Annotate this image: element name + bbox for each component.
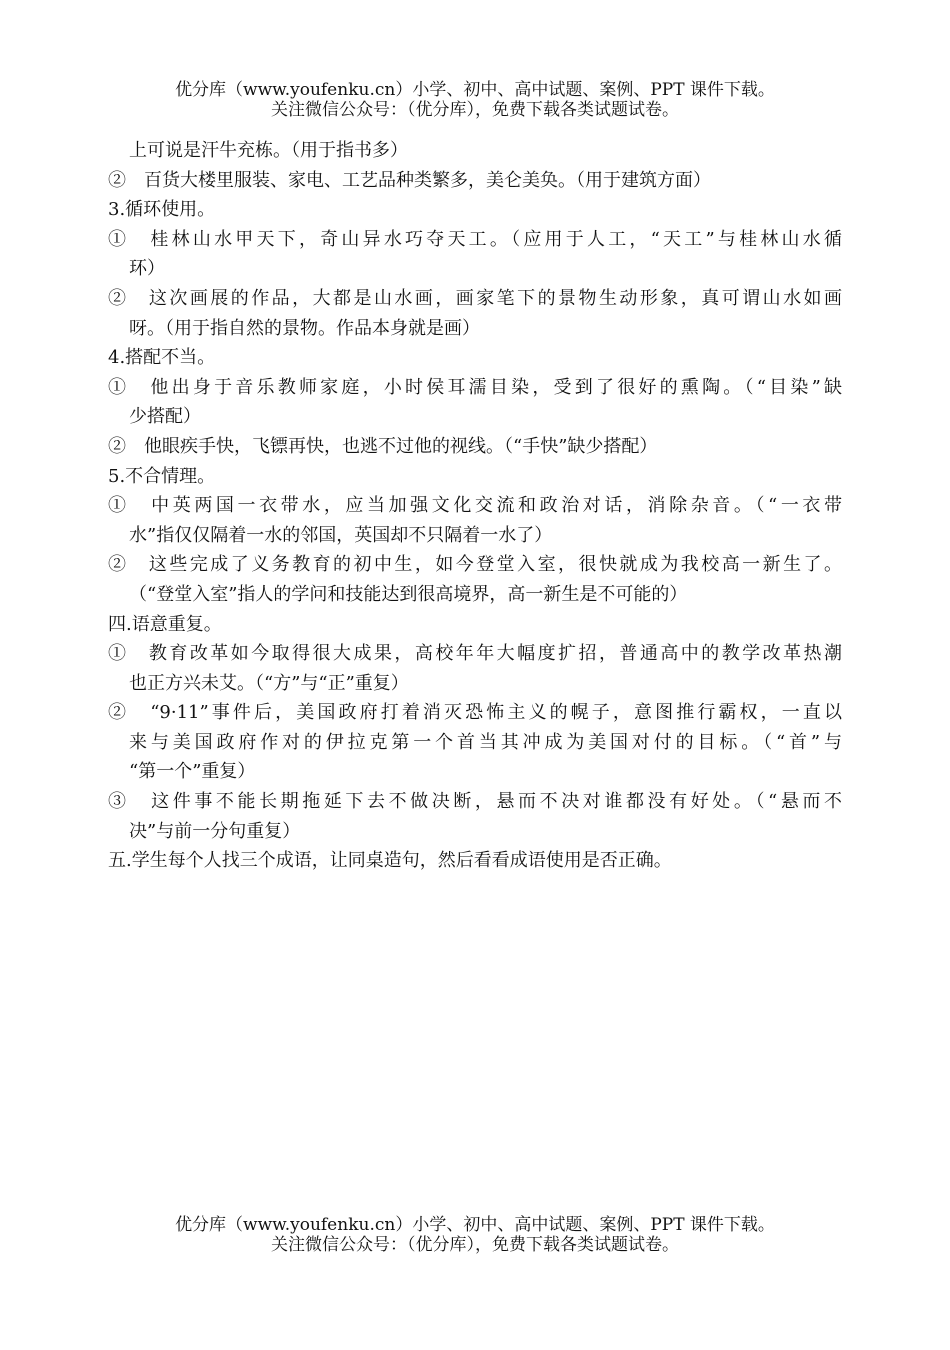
text-line: （“登堂入室”指人的学问和技能达到很高境界，高一新生是不可能的）: [129, 583, 688, 605]
text-line: ① 桂林山水甲天下，奇山异水巧夺天工。（应用于人工，“天工”与桂林山水循: [108, 228, 842, 250]
text-line: ① 他出身于音乐教师家庭，小时侯耳濡目染，受到了很好的熏陶。（“目染”缺: [108, 376, 842, 398]
text-line: ② 百货大楼里服装、家电、工艺品种类繁多，美仑美奂。（用于建筑方面）: [108, 169, 711, 191]
page-footer: [0, 1215, 950, 1255]
section-heading: 4.搭配不当。: [108, 347, 216, 369]
text-line: ② 这些完成了义务教育的初中生，如今登堂入室，很快就成为我校高一新生了。: [108, 554, 842, 576]
page-header: [0, 80, 950, 120]
document-body: [108, 136, 842, 876]
text-line: ② 他眼疾手快，飞镖再快，也逃不过他的视线。（“手快”缺少搭配）: [108, 435, 658, 457]
header-line-1: 优分库（www.youfenku.cn）小学、初中、高中试题、案例、PPT 课件下载。: [175, 80, 775, 100]
section-heading: 四.语意重复。: [108, 613, 222, 635]
text-line: “第一个”重复）: [129, 761, 256, 783]
text-line: ① 中英两国一衣带水，应当加强文化交流和政治对话，消除杂音。（“一衣带: [108, 495, 842, 517]
text-line: 呀。（用于指自然的景物。作品本身就是画）: [129, 317, 480, 339]
footer-line-1: 优分库（www.youfenku.cn）小学、初中、高中试题、案例、PPT 课件下载。: [175, 1215, 775, 1235]
text-line: 也正方兴未艾。（“方”与“正”重复）: [129, 672, 409, 694]
header-line-2: 关注微信公众号：（优分库），免费下载各类试题试卷。: [271, 100, 679, 120]
text-line: 环）: [129, 258, 165, 280]
text-line: ② 这次画展的作品，大都是山水画，画家笔下的景物生动形象，真可谓山水如画: [108, 287, 842, 309]
section-heading: 5.不合情理。: [108, 465, 216, 487]
text-line: ② “9·11”事件后，美国政府打着消灭恐怖主义的幌子，意图推行霸权，一直以: [108, 702, 842, 724]
text-line: ③ 这件事不能长期拖延下去不做决断，悬而不决对谁都没有好处。（“悬而不: [108, 791, 842, 813]
text-line: 少搭配）: [129, 406, 201, 428]
text-line: 决”与前一分句重复）: [129, 820, 301, 842]
text-line: ① 教育改革如今取得很大成果，高校年年大幅度扩招，普通高中的教学改革热潮: [108, 643, 842, 665]
text-line: 上可说是汗牛充栋。（用于指书多）: [129, 140, 408, 161]
footer-line-2: 关注微信公众号：（优分库），免费下载各类试题试卷。: [271, 1235, 679, 1255]
text-line: 来与美国政府作对的伊拉克第一个首当其冲成为美国对付的目标。（“首”与: [129, 731, 842, 753]
section-heading: 3.循环使用。: [108, 199, 216, 221]
section-heading: 五.学生每个人找三个成语，让同桌造句，然后看看成语使用是否正确。: [108, 850, 672, 872]
text-line: 水”指仅仅隔着一水的邻国，英国却不只隔着一水了）: [129, 524, 553, 546]
